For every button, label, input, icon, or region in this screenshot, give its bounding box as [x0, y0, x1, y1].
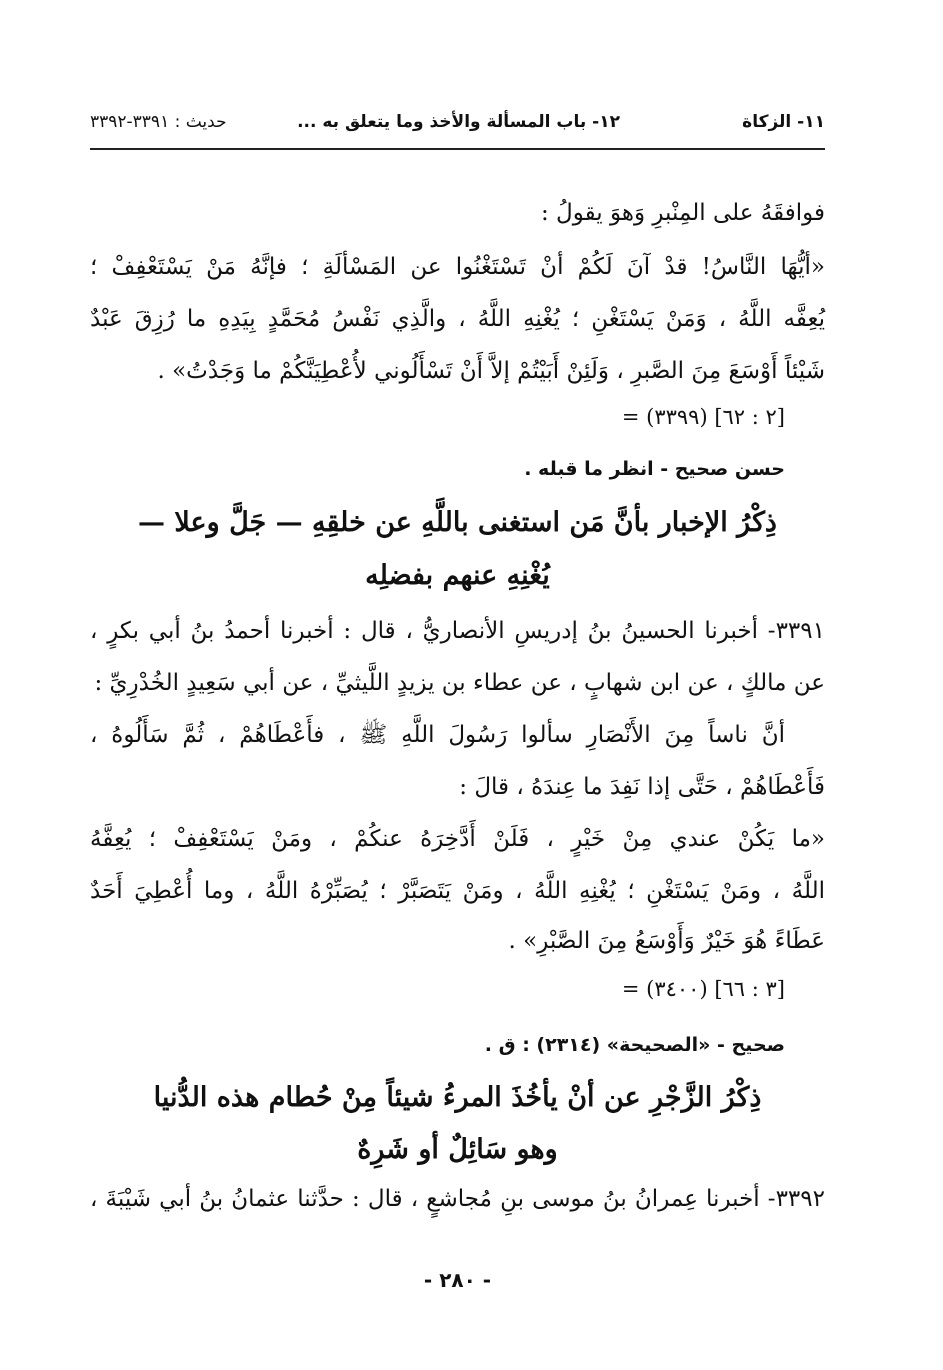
reference-3400: = (٣٤٠٠) [٣ : ٦٦] — [621, 977, 785, 1001]
quote-line-3: شَيْئاً أَوْسَعَ مِنَ الصَّبرِ ، وَلَئِنْ أَبَيْتُمْ إلاَّ أَنْ تَسْأَلُوني لأُعْطِيَنَّكُمْ ما وَجَدْتُ» . — [157, 358, 825, 384]
chapter-heading-2-line-1: ذِكْرُ الزَّجْرِ عن أنْ يأخُذَ المرءُ شيئاً مِنْ حُطام هذه الدُّنيا — [153, 1082, 762, 1113]
book-page — [90, 0, 825, 1370]
header-rule — [90, 148, 825, 150]
page-number: - ٢٨٠ - — [423, 1268, 492, 1292]
header-hadith-range: حديث : ٣٣٩١-٣٣٩٢ — [90, 112, 227, 132]
hadith-3391-line-2: عن مالكٍ ، عن ابن شهابٍ ، عن عطاء بن يزيدٍ اللَّيثيِّ ، عن أبي سَعِيدٍ الخُدْرِيِّ : — [94, 670, 825, 696]
quote-2-line-2: اللَّهُ ، ومَنْ يَسْتَغْنِ ؛ يُغْنِهِ اللَّهُ ، ومَنْ يَتَصَبَّرْ ؛ يُصَبِّرْهُ اللَّهُ ، وما أُعْطِيَ أَحَدٌ — [90, 878, 825, 904]
reference-3399: = (٣٣٩٩) [٢ : ٦٢] — [621, 405, 785, 429]
quote-line-2: يُعِفَّه اللَّهُ ، وَمَنْ يَسْتَغْنِ ؛ يُغْنِهِ اللَّهُ ، والَّذِي نَفْسُ مُحَمَّدٍ بِيَدِهِ ما رُزِقَ عَبْدٌ — [90, 306, 825, 332]
chapter-heading-1-line-2: يُغْنِهِ عنهم بفضلِه — [365, 560, 550, 591]
grade-note-2: صحيح - «الصحيحة» (٢٣١٤) : ق . — [484, 1034, 785, 1056]
intro-line: فوافقَهُ على المِنْبرِ وَهوَ يقولُ : — [540, 200, 825, 226]
chapter-heading-1-line-1: ذِكْرُ الإخبار بأنَّ مَن استغنى باللَّهِ عن خلقِهِ — جَلَّ وعلا — — [138, 507, 777, 538]
quote-2-line-3: عَطَاءً هُوَ خَيْرٌ وَأَوْسَعُ مِنَ الصَّبْرِ» . — [508, 928, 825, 954]
quote-line-1: «أيُّهَا النَّاسُ! قدْ آنَ لَكُمْ أنْ تَسْتَغْنُوا عن المَسْألَةِ ؛ فإنَّهُ مَنْ يَسْتَعْفِفْ ؛ — [90, 254, 825, 280]
hadith-3391-line-4: فَأَعْطَاهُمْ ، حَتَّى إذا نَفِدَ ما عِندَهُ ، قالَ : — [459, 774, 825, 800]
header-section: ١٢- باب المسألة والأخذ وما يتعلق به ... — [297, 112, 620, 132]
header-chapter: ١١- الزكاة — [742, 112, 825, 132]
running-header — [90, 112, 825, 142]
quote-2-line-1: «ما يَكُنْ عندي مِنْ خَيْرٍ ، فَلَنْ أَدَّخِرَهُ عنكُمْ ، ومَنْ يَسْتَعْفِفْ ؛ يُعِفَّهُ — [90, 826, 825, 852]
grade-note-1: حسن صحيح - انظر ما قبله . — [524, 458, 785, 480]
hadith-3392-line-1: ٣٣٩٢- أخبرنا عِمرانُ بنُ موسى بنِ مُجاشعٍ ، قال : حدَّثنا عثمانُ بنُ أبي شَيْبَةَ ، — [90, 1186, 825, 1212]
hadith-3391-line-1: ٣٣٩١- أخبرنا الحسينُ بنُ إدريسِ الأنصاريُّ ، قال : أخبرنا أحمدُ بنُ أبي بكرٍ ، — [90, 618, 825, 644]
chapter-heading-2-line-2: وهو سَائِلٌ أو شَرِهٌ — [357, 1134, 558, 1165]
hadith-3391-line-3: أنَّ ناساً مِنَ الأَنْصَارِ سألوا رَسُولَ اللَّهِ ﷺ ، فأَعْطَاهُمْ ، ثُمَّ سَأَلُوهُ ، — [90, 722, 785, 748]
